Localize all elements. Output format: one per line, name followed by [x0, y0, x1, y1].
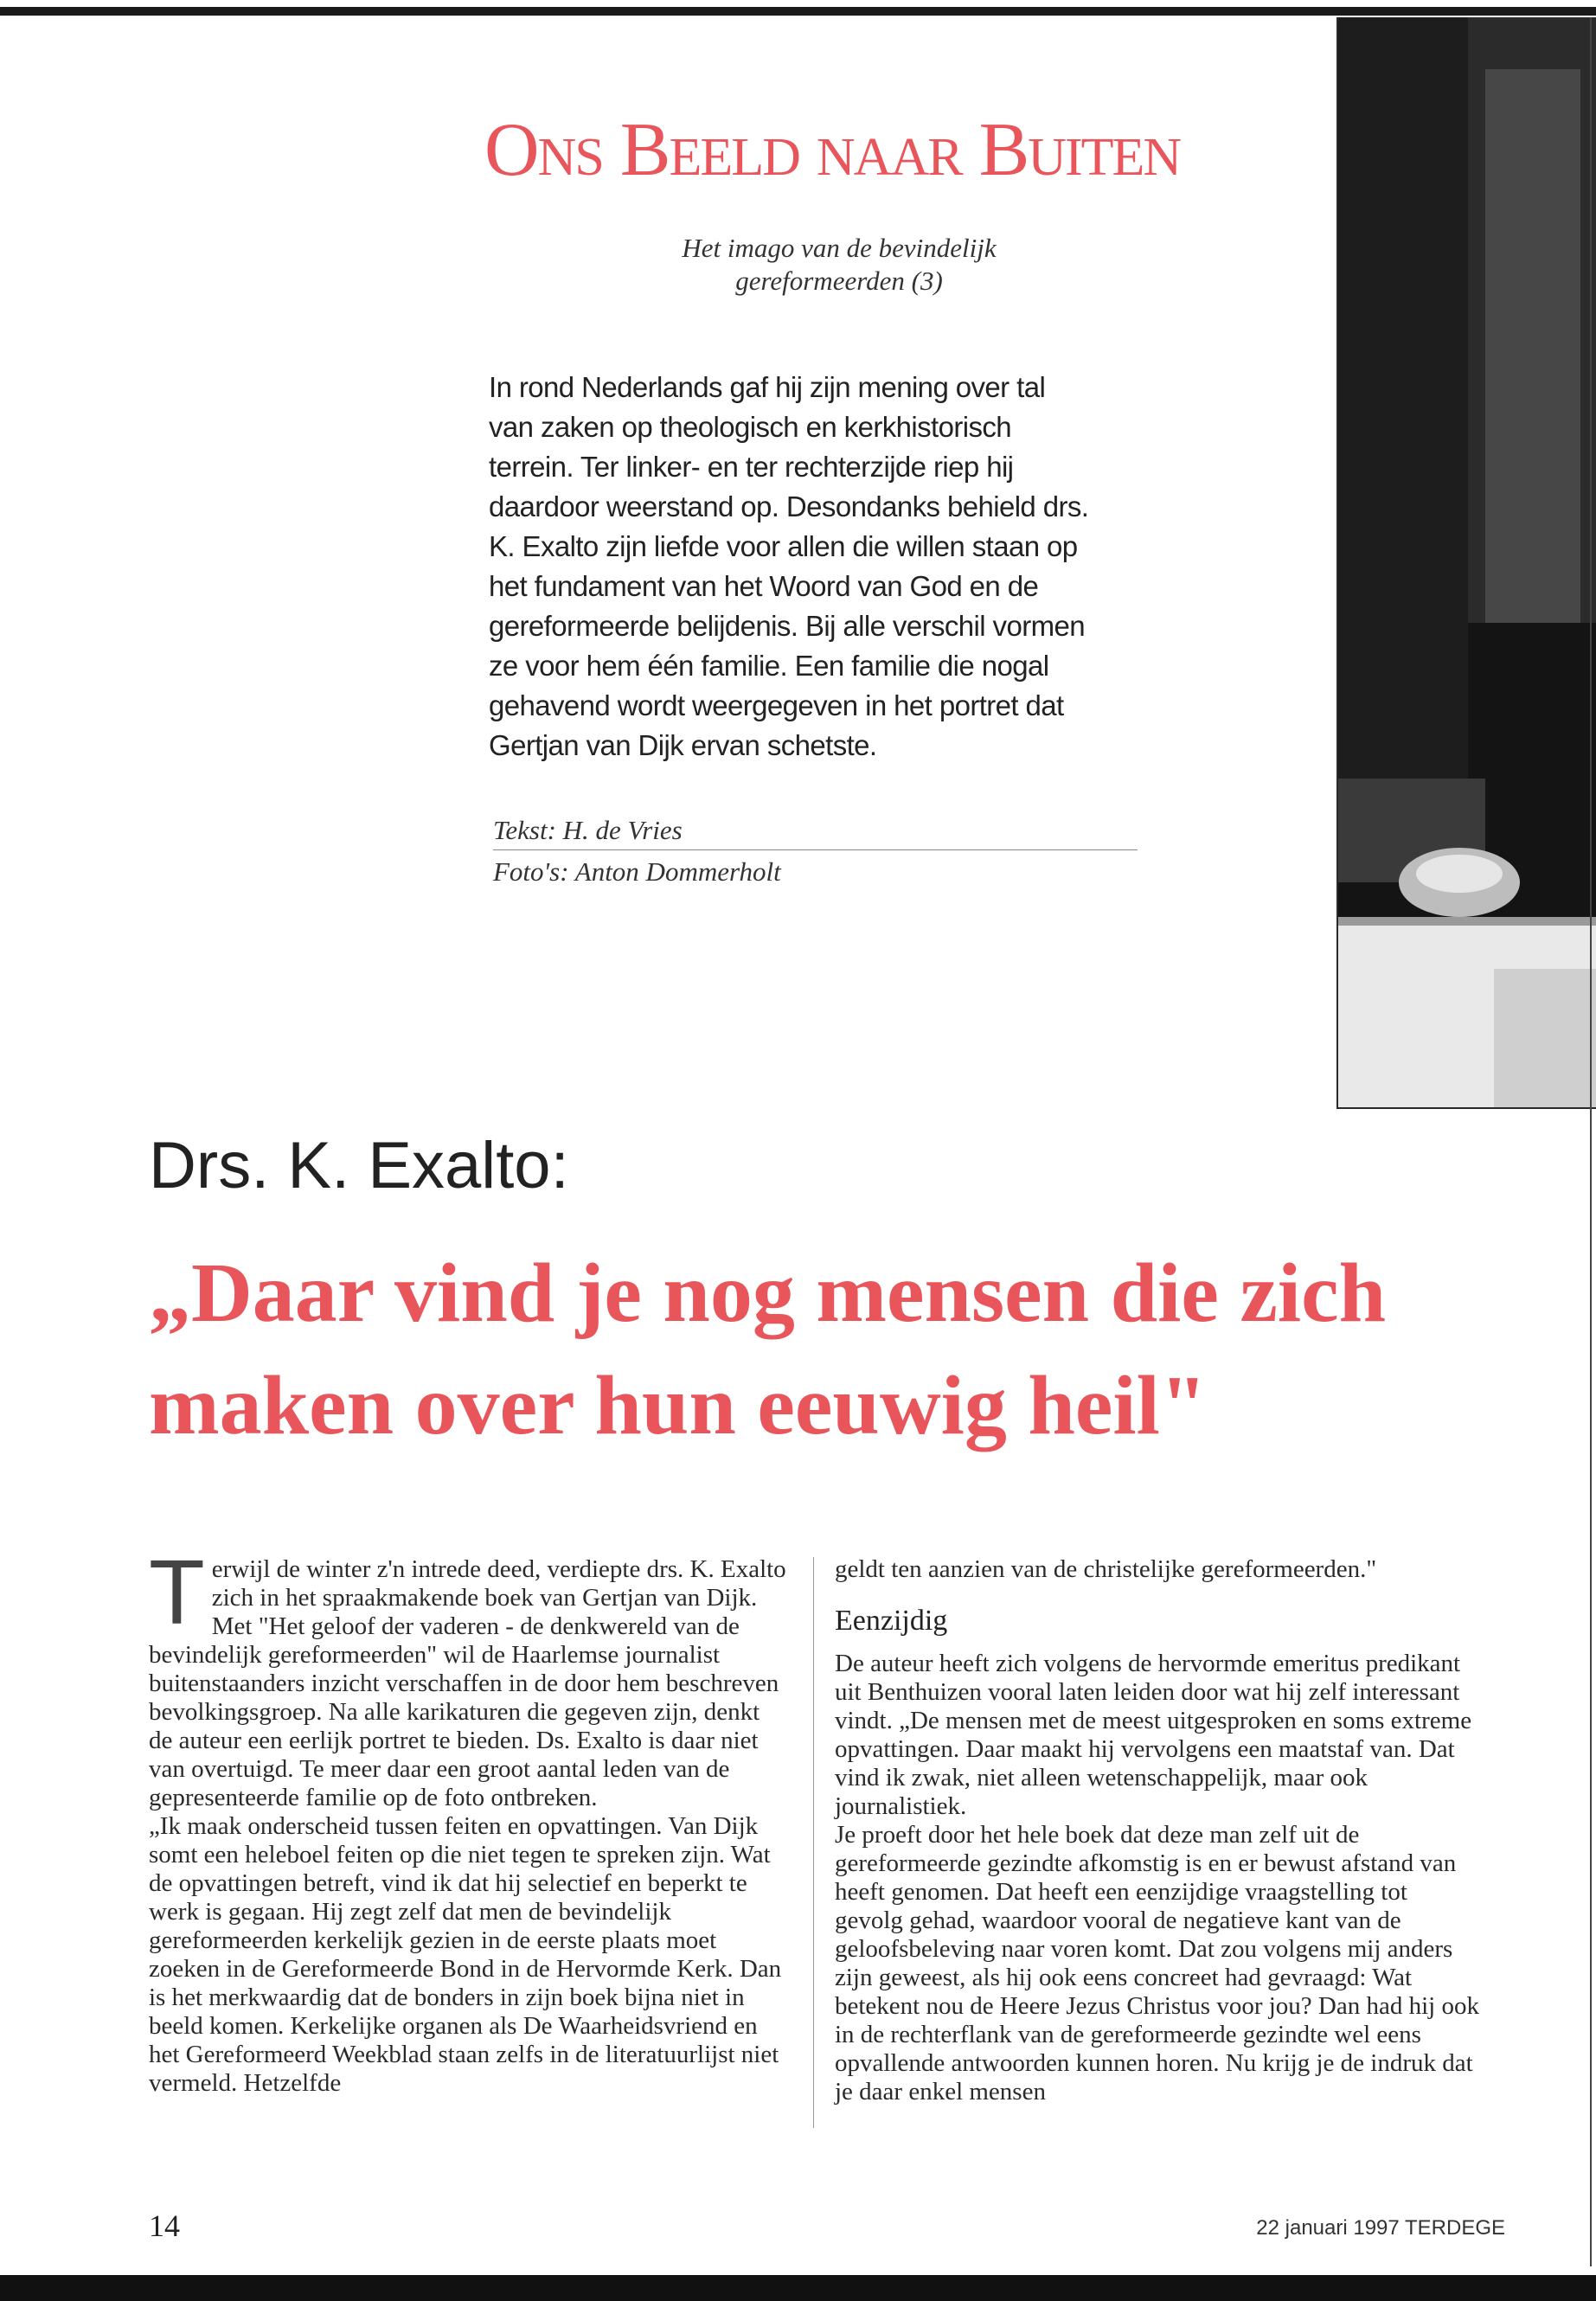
drop-cap: T — [149, 1541, 205, 1644]
column-divider — [813, 1557, 814, 2128]
subtitle: Het imago van de bevindelijk gereformeerden (3) — [682, 233, 997, 296]
subheading: Eenzijdig — [835, 1605, 948, 1637]
paragraph-text: erwijl de winter z'n intrede deed, verdiepte drs. K. Exalto zich in het spraakmakende boek van Gertjan van Dijk. Met "Het geloof der vaderen - de denkwereld van de bevindelijk gereformeerden" wil de Haarlemse journalist buitenstaanders inzicht verschaffen in de door hem beschreven bevolkingsgroep. Na alle karikaturen die gegeven zijn, denkt de auteur een eerlijk portret te bieden. Ds. Exalto is daar niet van overtuigd. Te meer daar een groot aantal leden van de gepresenteerde familie op de foto ontbreken. — [149, 1555, 786, 1811]
interior-photo — [1336, 17, 1596, 1109]
page-number: 14 — [149, 2208, 180, 2243]
credit-divider — [493, 849, 1138, 850]
article-headline — [149, 1237, 1596, 1462]
headline-line-1: „Daar vind je nog mensen die zich — [149, 1247, 1387, 1340]
body-column-right — [835, 1555, 1479, 2106]
credit-text: Tekst: H. de Vries — [493, 815, 683, 845]
photo-graphic — [1338, 17, 1596, 1107]
body-column-left — [149, 1541, 787, 2098]
section-title: Ons Beeld naar Buiten — [484, 108, 1181, 192]
body-paragraph: Je proeft door het hele boek dat deze man zelf uit de gereformeerde gezindte afkomstig is en er bewust afstand van heeft genomen. Dat heeft een eenzijdige vraagstelling tot gevolg gehad, waardoor vooral de negatieve kant van de geloofsbeleving naar voren komt. Dat zou volgens mij anders zijn geweest, als hij ook eens concreet had gevraagd: Wat betekent nou de Heere Jezus Christus voor jou? Dan had hij ook in de rechterflank van de gereformeerde gezindte wel eens opvallende antwoorden kunnen horen. Nu krijg je de indruk dat je daar enkel mensen — [835, 1821, 1479, 2106]
body-paragraph: geldt ten aanzien van de christelijke gereformeerden." — [835, 1555, 1377, 1583]
article-kicker: Drs. K. Exalto: — [149, 1129, 569, 1202]
right-margin-line — [1590, 17, 1592, 2266]
bottom-rule — [0, 2275, 1596, 2301]
body-paragraph: „Ik maak onderscheid tussen feiten en opvattingen. Van Dijk somt een heleboel feiten op die niet tegen te spreken zijn. Wat de opvattingen betreft, vind ik dat hij selectief en beperkt te werk is gegaan. Hij zegt zelf dat men de bevindelijk gereformeerden kerkelijk gezien in de eerste plaats moet zoeken in de Gereformeerde Bond in de Hervormde Kerk. Dan is het merkwaardig dat de bonders in zijn boek bijna niet in beeld komen. Kerkelijke organen als De Waarheidsvriend en het Gereformeerd Weekblad staan zelfs in de literatuurlijst niet vermeld. Hetzelfde — [149, 1812, 782, 2097]
intro-paragraph: In rond Nederlands gaf hij zijn mening over tal van zaken op theologisch en kerkhistorisch terrein. Ter linker- en ter rechterzijde riep hij daardoor weerstand op. Desondanks behield drs. K. Exalto zijn liefde voor allen die willen staan op het fundament van het Woord van God en de gereformeerde belijdenis. Bij alle verschil vormen ze voor hem één familie. Een familie die nogal gehavend wordt weergegeven in het portret dat Gertjan van Dijk ervan schetste. — [489, 371, 1089, 761]
body-paragraph: De auteur heeft zich volgens de hervormde emeritus predikant uit Benthuizen vooral laten leiden door wat hij zelf interessant vindt. „De mensen met de meest uitgesproken en soms extreme opvattingen. Daar maakt hij vervolgens een maatstaf van. Dat vind ik zwak, niet alleen wetenschappelijk, maar ook journalistiek. — [835, 1650, 1472, 1820]
top-rule — [0, 7, 1596, 16]
body-paragraph — [149, 1541, 787, 1812]
issue-footer: 22 januari 1997 TERDEGE — [1256, 2216, 1505, 2240]
headline-line-2: maken over hun eeuwig heil" — [149, 1359, 1208, 1452]
credit-photo: Foto's: Anton Dommerholt — [493, 856, 781, 887]
